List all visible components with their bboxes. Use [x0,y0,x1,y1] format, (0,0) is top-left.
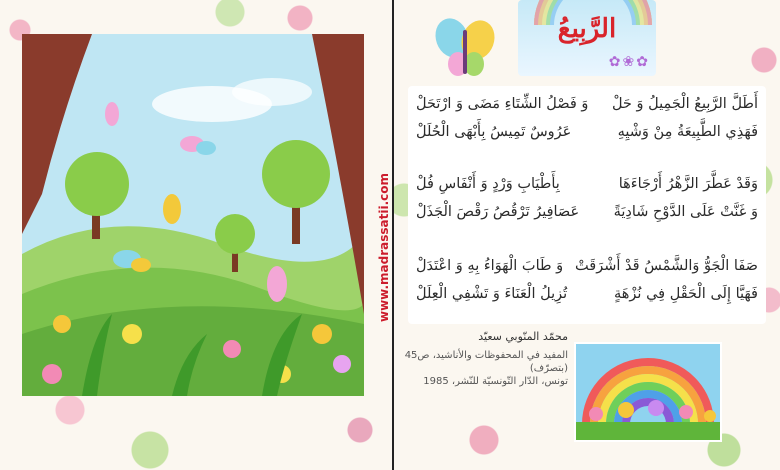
hemistich-left: عَصَافِيرُ تَرْقُصُ رَقْصَ الْجَذَلْ [416,204,580,220]
rainbow-image [574,342,722,442]
source-book: المفيد في المحفوظات والأناشيد، ص45 (بتصرّف) [404,350,568,374]
source-publisher: تونس، الدّار التّونسيّة للنّشر، 1985 [423,376,568,387]
hemistich-right: فَهَيَّا إِلَى الْحَقْلِ فِي نُزْهَةٍ [614,286,758,302]
hemistich-right: صَفَا الْجَوُّ وَالشَّمْسُ قَدْ أَشْرَقَتْ [575,258,758,274]
source-citation [388,330,568,388]
author-name: محمّد المنّوبي سعيّد [478,330,568,343]
hemistich-left: تُزِيلُ الْعَنَاءَ وَ تَشْفِي الْعِلَلْ [416,286,568,302]
hemistich-left: وَ فَصْلُ الشِّتَاءِ مَضَى وَ ارْتَحَلْ [416,96,589,112]
hemistich-right: أَطَلَّ الرَّبِيعُ الْجَمِيلُ وَ حَلْ [611,96,758,112]
hemistich-left: بِأَطْيَابِ وَرْدٍ وَ أَنْفَاسِ فُلْ [416,176,560,192]
flower-icon: ✿❀✿ [608,54,650,70]
hemistich-right: وَ غَنَّتْ عَلَى الدَّوْحِ شَادِيَةً [613,204,758,220]
title-banner [518,0,656,76]
spring-illustration [22,34,364,396]
hemistich-right: فَهَذِي الطَّبِيعَةُ مِنْ وَشْيِهِ [617,124,758,140]
hemistich-left: عَرُوسٌ تَمِيسُ بِأَبْهَى الْحُلَلْ [416,124,572,140]
page-title: الرَّبِيعُ [557,14,617,44]
poem-box [408,86,766,324]
page-divider [392,0,394,470]
watermark: www.madrassatii.com [377,172,391,322]
hemistich-left: وَ طَابَ الْهَوَاءُ بِهِ وَ اعْتَدَلْ [416,258,564,274]
butterfly-icon [430,12,500,86]
hemistich-right: وَقَدْ عَطَّرَ الزَّهْرُ أَرْجَاءَهَا [618,176,758,192]
